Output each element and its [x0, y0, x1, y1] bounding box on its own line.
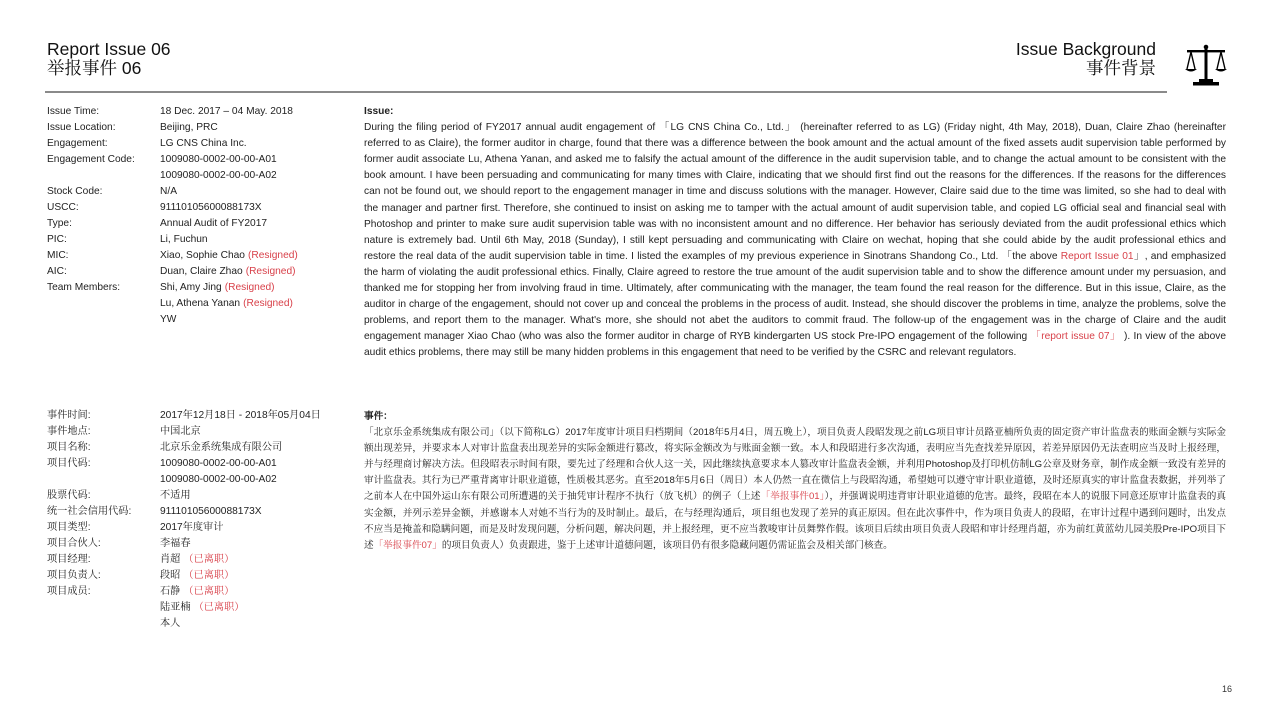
info-label: 项目类型:	[47, 522, 91, 533]
info-value	[160, 168, 277, 184]
info-row	[47, 184, 298, 200]
info-row	[47, 504, 321, 520]
info-row	[47, 424, 321, 440]
section-title-en: Issue Background	[1015, 39, 1156, 59]
info-value-text: 不适用	[160, 490, 191, 501]
info-value-text: 陆亚楠	[160, 602, 191, 613]
info-value	[160, 568, 234, 584]
info-label: 项目名称:	[47, 442, 91, 453]
issue-paragraph-zh	[364, 425, 1226, 554]
info-row	[47, 168, 298, 184]
info-row	[47, 536, 321, 552]
report-title-en: Report Issue 06	[47, 39, 171, 59]
issue-text-part: 「北京乐金系统集成有限公司」（以下简称LG）2017年度审计项目归档期间（2018年5月4日，周五晚上），项目负责人段昭发现之前LG项目审计员路亚楠所负责的固定资产审计监盘表的账面金额与实际金额出现差异，并要求本人对审计监盘表出现差异的实际金额进行篡改，将实际金额改为与账面金额一致。本人和段昭进行多次沟通，表明应当先查找差异原因，若差异原因仍无法查明应当及时上报经理，并与经理商讨解决方法。但段昭表示时间有限，要先过了经理和合伙人这一关，因此继续执意要求本人篡改审计监盘表金额，并利用Photoshop及打印机仿制LG公章及财务章，制作成金额一致没有差异的审计监盘表。其行为已严重背离审计职业道德，性质极其恶劣。直至2018年5月6日（周日）本人仍然一直在微信上与段昭沟通，希望她可以遵守审计职业道德，及时还原真实的审计监盘表数据，并列举了之前本人在中国外运山东有限公司所遭遇的关于抽凭审计程序不执行（放飞机）的例子（上述	[364, 427, 1226, 503]
info-value	[160, 280, 275, 296]
issue-heading-zh: 事件：	[364, 411, 393, 422]
info-value-text: 1009080-0002-00-00-A01	[160, 458, 277, 469]
issue-text-part: 」, and emphasized the harm of violating the audit professional ethics. Finally, Claire agreed to restore the true amount of the audit supervision table and to show the difference amount under my persuasion, and thanked me for stopping her from involving fraud in time. Ultimately, after communicating with the manager, the team found the real reason for the difference. But in this issue, Claire, as the auditor in charge of the engagement, should not cover up and conceal the problems in the process of audit. Instead, she should discover the problems in time, analyze the problems, solve the problems, and report them to the manager. What's more, she should not abet the auditors to commit fraud. The follow-up of the engagement was in the charge of Claire and the audit engagement manager Xiao Chao (who was also the former auditor in charge of RYB kindergarten US stock Pre-IPO engagement of the following	[364, 250, 1227, 343]
info-row	[47, 296, 298, 312]
info-label: Type:	[47, 218, 72, 229]
info-value-text: 段昭	[160, 570, 181, 581]
info-row	[47, 264, 298, 280]
info-label: 项目负责人:	[47, 570, 101, 581]
info-value	[160, 312, 176, 328]
info-row	[47, 120, 298, 136]
section-title-zh: 事件背景	[1086, 58, 1156, 78]
info-value	[160, 600, 245, 616]
info-value-text: 1009080-0002-00-00-A02	[160, 170, 277, 181]
info-row	[47, 488, 321, 504]
header-divider	[45, 91, 1167, 93]
info-row	[47, 104, 298, 120]
info-value-text: 2017年12月18日 - 2018年05月04日	[160, 410, 321, 421]
info-value-text: Duan, Claire Zhao	[160, 266, 243, 277]
info-value-text: YW	[160, 314, 177, 325]
info-value-text: 肖超	[160, 554, 181, 565]
resigned-badge: （已离职）	[183, 554, 235, 565]
info-row	[47, 456, 321, 472]
info-label: USCC:	[47, 202, 79, 213]
info-row	[47, 248, 298, 264]
issue-text-part: ），并强调说明违背审计职业道德的危害。最终，段昭在本人的说服下同意还原审计监盘表的真实金额，并列示差异金额，并感谢本人对她不当行为的及时制止。最后，在与经理沟通后，项目组也发现了差异的真正原因。但在此次事件中，作为项目负责人的段昭，在审计过程中遇到问题时，出发点不应当是掩盖和隐瞒问题，而是及时发现问题，分析问题，解决问题，并上报经理，更不应当教唆审计员舞弊作假。该项目后续由项目负责人段昭和审计经理肖超，亦为前红黄蓝幼儿园美股Pre-IPO项目下述	[364, 491, 1227, 551]
info-value-text: 1009080-0002-00-00-A02	[160, 474, 277, 485]
info-label: Engagement:	[47, 138, 108, 149]
info-value-text: 李福春	[160, 538, 191, 549]
info-label: AIC:	[47, 266, 67, 277]
info-value	[160, 616, 180, 632]
info-row	[47, 568, 321, 584]
link-report-issue-07[interactable]: 「report issue 07」	[1030, 331, 1121, 343]
info-row	[47, 216, 298, 232]
info-value	[160, 456, 277, 472]
info-label: 股票代码:	[47, 490, 91, 501]
info-value	[160, 120, 218, 136]
info-label: 统一社会信用代码:	[47, 506, 132, 517]
info-value	[160, 472, 277, 488]
info-value-text: 2017年度审计	[160, 522, 224, 533]
issue-description-en	[364, 104, 1226, 362]
info-value-text: 91110105600088173X	[160, 506, 262, 517]
info-value	[160, 184, 177, 200]
link-report-issue-01[interactable]: Report Issue 01	[1060, 250, 1134, 262]
resigned-badge: (Resigned)	[243, 298, 293, 309]
info-label: 项目合伙人:	[47, 538, 101, 549]
info-value	[160, 520, 223, 536]
info-value-text: 1009080-0002-00-00-A01	[160, 154, 277, 165]
info-value	[160, 424, 201, 440]
info-value-text: Xiao, Sophie Chao	[160, 250, 245, 261]
info-label: Engagement Code:	[47, 154, 135, 165]
info-value-text: Annual Audit of FY2017	[160, 218, 268, 229]
info-row	[47, 152, 298, 168]
info-label: Issue Location:	[47, 122, 116, 133]
report-title-zh: 举报事件 06	[47, 58, 142, 78]
resigned-badge: （已离职）	[183, 586, 235, 597]
info-value	[160, 216, 267, 232]
info-label: Team Members:	[47, 282, 121, 293]
issue-heading-en: Issue:	[364, 106, 394, 117]
issue-text-part: 的项目负责人）负责跟进，鉴于上述审计道德问题，该项目仍有很多隐藏问题仍需证监会及相关部门核查。	[441, 539, 893, 551]
info-label	[47, 296, 160, 312]
info-value	[160, 104, 293, 120]
info-row	[47, 472, 321, 488]
info-row	[47, 600, 321, 616]
info-table-en	[47, 104, 298, 328]
section-title	[1016, 40, 1156, 78]
info-row	[47, 520, 321, 536]
info-value-text: LG CNS China Inc.	[160, 138, 247, 149]
info-value-text: Li, Fuchun	[160, 234, 208, 245]
info-value-text: N/A	[160, 186, 177, 197]
info-value-text: 91110105600088173X	[160, 202, 262, 213]
page-number: 16	[1222, 684, 1233, 694]
info-row	[47, 408, 321, 424]
info-label: 项目经理:	[47, 554, 91, 565]
info-row	[47, 440, 321, 456]
info-label	[47, 600, 160, 616]
info-value-text: 北京乐金系统集成有限公司	[160, 442, 283, 453]
info-value-text: Lu, Athena Yanan	[160, 298, 241, 309]
info-value-text: 中国北京	[160, 426, 201, 437]
info-label: 事件地点:	[47, 426, 91, 437]
resigned-badge: （已离职）	[183, 570, 235, 581]
info-label: MIC:	[47, 250, 69, 261]
info-value-text: 本人	[160, 618, 181, 629]
info-row	[47, 584, 321, 600]
info-value	[160, 408, 321, 424]
resigned-badge: (Resigned)	[247, 250, 298, 261]
info-row	[47, 280, 298, 296]
info-table-zh	[47, 408, 321, 632]
link-report-issue-01-zh[interactable]: 「举报事件01」	[760, 491, 825, 503]
info-row	[47, 312, 298, 328]
info-value	[160, 248, 298, 264]
info-label: Stock Code:	[47, 186, 103, 197]
info-value	[160, 232, 208, 248]
info-row	[47, 616, 321, 632]
info-value-text: 18 Dec. 2017 – 04 May. 2018	[160, 106, 293, 117]
info-value-text: Shi, Amy Jing	[160, 282, 222, 293]
resigned-badge: （已离职）	[193, 602, 245, 613]
info-label: 项目成员:	[47, 586, 91, 597]
info-row	[47, 552, 321, 568]
info-value	[160, 536, 191, 552]
info-value	[160, 200, 262, 216]
issue-paragraph-en	[364, 120, 1226, 361]
resigned-badge: (Resigned)	[224, 282, 275, 293]
info-value	[160, 152, 277, 168]
info-value-text: 石静	[160, 586, 181, 597]
info-label	[47, 312, 160, 328]
info-value	[160, 488, 191, 504]
info-value	[160, 136, 247, 152]
report-title	[47, 40, 171, 78]
issue-description-zh	[364, 409, 1226, 554]
info-row	[47, 200, 298, 216]
info-value-text: Beijing, PRC	[160, 122, 218, 133]
info-value	[160, 264, 296, 280]
info-value	[160, 296, 293, 312]
info-value	[160, 440, 282, 456]
info-row	[47, 232, 298, 248]
info-label: Issue Time:	[47, 106, 100, 117]
info-label: 项目代码:	[47, 458, 91, 469]
info-label	[47, 168, 160, 184]
info-value	[160, 584, 234, 600]
issue-text-part: ). In view of the above audit ethics problems, there may still be many hidden problems in this engagement that need to be verified by the CSRC and relevant regulators.	[364, 331, 1227, 359]
info-label: PIC:	[47, 234, 67, 245]
scale-of-justice-icon	[1183, 42, 1229, 88]
info-row	[47, 136, 298, 152]
info-label	[47, 472, 160, 488]
link-report-issue-07-zh[interactable]: 「举报事件07」	[373, 539, 442, 551]
resigned-badge: (Resigned)	[245, 266, 296, 277]
info-label	[47, 616, 160, 632]
info-value	[160, 504, 262, 520]
issue-text-part: During the filing period of FY2017 annual audit engagement of 「LG CNS China Co., Ltd.」 (hereinafter referred to as LG) (Friday night, 4th May, 2018), Duan, Claire Zhao (hereinafter referred to as Claire), the former auditor in charge, found that there was a difference between the book amount and the actual amount of the fixed assets audit supervision table performed by former audit associate Lu, Athena Yanan, and asked me to falsify the actual amount of the difference in the audit supervision table, and to change the actual amount to be consistent with the book amount. I have been persuading and communicating for many times with Claire, indicating that we should first find out the reasons for the differences. If the reasons for the differences can not be found out, we should report to the engagement manager in time and discuss solutions with the manager. However, Claire said due to the time was limited, so she had to deal with the manager and partner first. Therefore, she continued to insist on asking me to tamper with the actual amount of audit supervision table, and copied LG official seal and financial seal with Photoshop and printer to make sure audit supervision table was with no inconsistent amount and no difference. Her behavior has seriously deviated from the audit professional ethics which nature is extremely bad. Until 6th May, 2018 (Sunday), I still kept persuading and communicating with Claire on wechat, hoping that she could abide by the audit professional ethics and restore the real data of the audit supervision table in time. I listed the examples of my previous experience in Sinotrans Shandong Co., Ltd. 「the above	[364, 122, 1226, 262]
info-value	[160, 552, 234, 568]
info-label: 事件时间:	[47, 410, 91, 421]
